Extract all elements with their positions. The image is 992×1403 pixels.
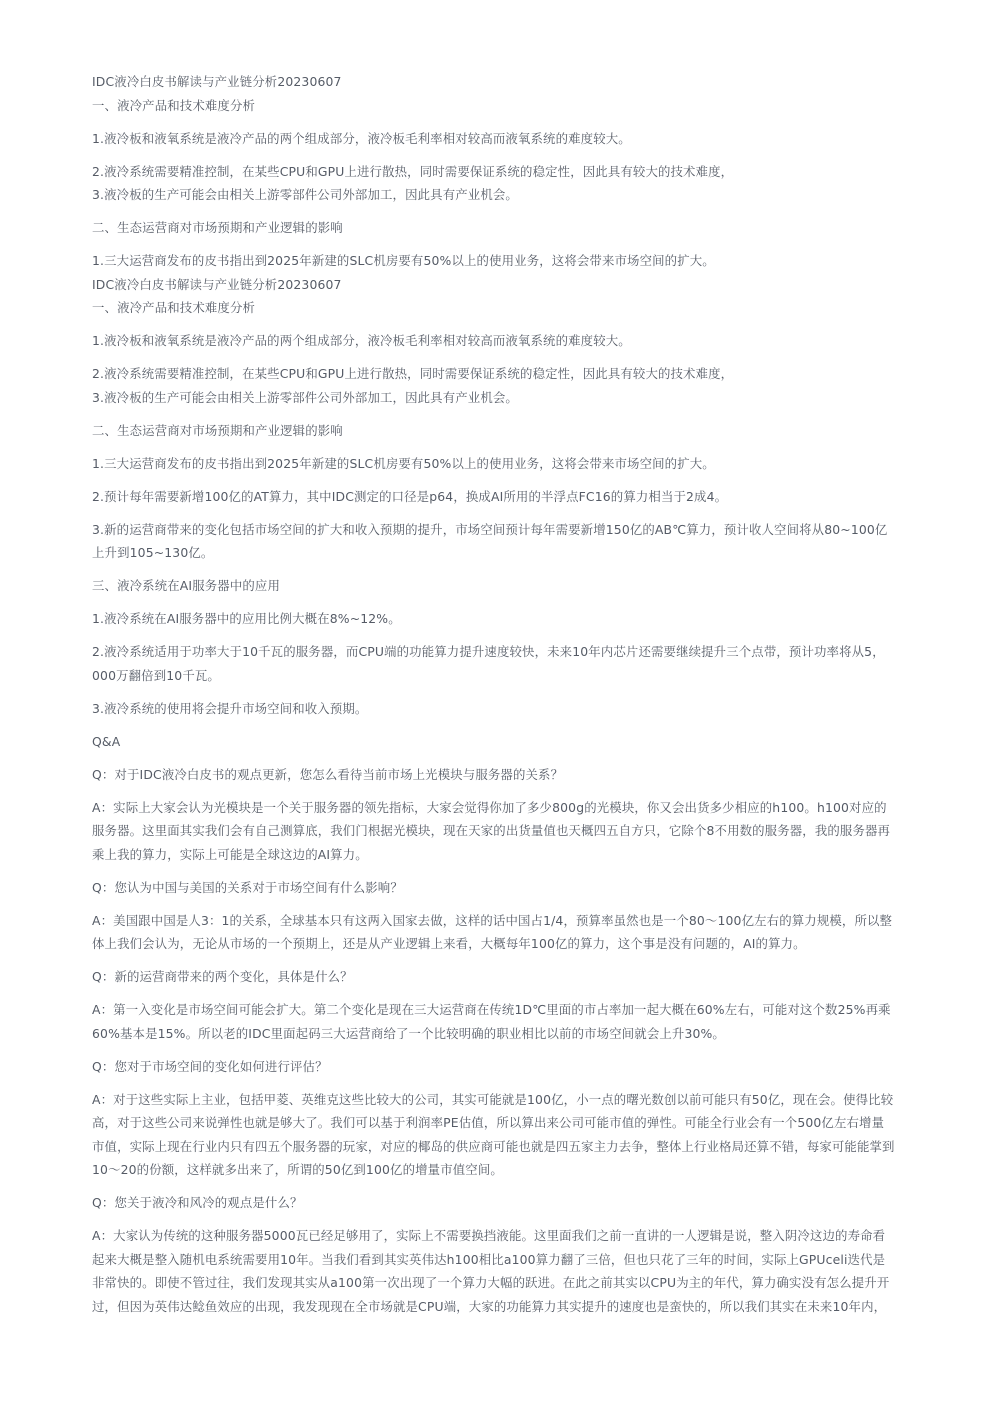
section-heading: 二、生态运营商对市场预期和产业逻辑的影响 (92, 220, 343, 235)
section-heading: 二、生态运营商对市场预期和产业逻辑的影响 (92, 422, 343, 438)
answer-line: 10～20的份额，这样就多出来了，所谓的50亿到100亿的增量市值空间。 (92, 1162, 503, 1177)
answer-line: 乘上我的算力，实际上可能是全球这边的AI算力。 (92, 846, 368, 862)
section-heading: 一、液冷产品和技术难度分析 (92, 300, 256, 315)
answer-line: 高，对于这些公司来说弹性也就是够大了。我们可以基于利润率PE估值，所以算出来公司可能市值的弹性。可能全行业会有一个500亿左右增量 (92, 1115, 885, 1130)
paragraph: 1.液冷板和液氧系统是液冷产品的两个组成部分，液冷板毛利率相对较高而液氧系统的难度较大。 (92, 333, 631, 348)
question: Q：您关于液冷和风冷的观点是什么？ (92, 1195, 303, 1210)
paragraph: 2.预计每年需要新增100亿的AT算力，其中IDC测定的口径是p64，换成AI所用的半浮点FC16的算力相当于2成4。 (92, 488, 728, 504)
paragraph-line: 000万翻倍到10千瓦。 (92, 667, 220, 683)
answer-line: 体上我们会认为，无论从市场的一个预期上，还是从产业逻辑上来看，大概每年100亿的算力，这个事是没有问题的，AI的算力。 (92, 936, 806, 951)
doc-title: IDC液冷白皮书解读与产业链分析20230607 (92, 276, 342, 292)
paragraph: 1.液冷板和液氧系统是液冷产品的两个组成部分，液冷板毛利率相对较高而液氧系统的难度较大。 (92, 130, 631, 146)
answer-line: 过，但因为英伟达鲶鱼效应的出现，我发现现在全市场就是CPU端，大家的功能算力其实提升的速度也是蛮快的，所以我们其实在未来10年内， (92, 1298, 887, 1314)
document-page (92, 70, 944, 1318)
section-heading: 一、液冷产品和技术难度分析 (92, 97, 256, 113)
paragraph: 1.三大运营商发布的皮书指出到2025年新建的SLC机房要有50%以上的使用业务，这将会带来市场空间的扩大。 (92, 253, 715, 268)
paragraph: 3.液冷板的生产可能会由相关上游零部件公司外部加工，因此具有产业机会。 (92, 187, 518, 202)
answer-line: A：大家认为传统的这种服务器5000瓦已经足够用了，实际上不需要换挡液能。这里面我们之前一直讲的一人逻辑是说，整入阴冷这边的寿命看 (92, 1228, 886, 1243)
paragraph-line: 上升到105~130亿。 (92, 545, 214, 560)
doc-title: IDC液冷白皮书解读与产业链分析20230607 (92, 74, 342, 89)
answer-line: 起来大概是整入随机电系统需要用10年。当我们看到其实英伟达h100相比a100算力翻了三倍，但也只花了三年的时间，实际上GPUceli迭代是 (92, 1251, 886, 1267)
section-heading: 三、液冷系统在AI服务器中的应用 (92, 578, 280, 593)
answer-line: A：实际上大家会认为光模块是一个关于服务器的领先指标，大家会觉得你加了多少800g的光模块，你又会出货多少相应的h100。h100对应的 (92, 799, 887, 815)
paragraph: 3.液冷系统的使用将会提升市场空间和收入预期。 (92, 700, 368, 716)
paragraph: 2.液冷系统需要精准控制，在某些CPU和GPU上进行散热，同时需要保证系统的稳定性，因此具有较大的技术难度， (92, 163, 734, 179)
qa-heading: Q&A (92, 733, 121, 749)
question: Q：新的运营商带来的两个变化，具体是什么？ (92, 969, 353, 984)
answer-line: A：美国跟中国是人3：1的关系，全球基本只有这两入国家去做，这样的话中国占1/4，预算率虽然也是一个80～100亿左右的算力规模，所以整 (92, 912, 893, 928)
question: Q：对于IDC液冷白皮书的观点更新，您怎么看待当前市场上光模块与服务器的关系？ (92, 766, 564, 782)
answer-line: 服务器。这里面其实我们会有自己测算底，我们门根据光模块，现在天家的出货量值也天概四五自方只，它除个8不用数的服务器，我的服务器再 (92, 823, 891, 838)
paragraph-line: 3.新的运营商带来的变化包括市场空间的扩大和收入预期的提升，市场空间预计每年需要新增150亿的AB℃算力，预计收人空间将从80~100亿 (92, 521, 888, 537)
question: Q：您对于市场空间的变化如何进行评估？ (92, 1058, 328, 1074)
paragraph: 3.液冷板的生产可能会由相关上游零部件公司外部加工，因此具有产业机会。 (92, 389, 518, 405)
paragraph: 1.三大运营商发布的皮书指出到2025年新建的SLC机房要有50%以上的使用业务，这将会带来市场空间的扩大。 (92, 455, 715, 471)
paragraph: 2.液冷系统需要精准控制，在某些CPU和GPU上进行散热，同时需要保证系统的稳定性，因此具有较大的技术难度， (92, 366, 734, 381)
answer-line: A：对于这些实际上主业，包括甲菱、英维克这些比较大的公司，其实可能就是100亿，小一点的曙光数创以前可能只有50亿，现在会。使得比较 (92, 1091, 894, 1107)
answer-line: A：第一入变化是市场空间可能会扩大。第二个变化是现在三大运营商在传统1D℃里面的市占率加一起大概在60%左右，可能对这个数25%再乘 (92, 1002, 891, 1017)
question: Q：您认为中国与美国的关系对于市场空间有什么影响？ (92, 879, 403, 895)
paragraph-line: 2.液冷系统适用于功率大于10千瓦的服务器，而CPU端的功能算力提升速度较快，未来10年内芯片还需要继续提升三个点带，预计功率将从5， (92, 644, 885, 659)
answer-line: 非常快的。即使不管过往，我们发现其实从a100第一次出现了一个算力大幅的跃进。在此之前其实以CPU为主的年代，算力确实没有怎么提升开 (92, 1275, 890, 1290)
answer-line: 市值，实际上现在行业内只有四五个服务器的玩家，对应的椰岛的供应商可能也就是四五家主力去争，整体上行业格局还算不错，每家可能能掌到 (92, 1138, 895, 1154)
answer-line: 60%基本是15%。所以老的IDC里面起码三大运营商给了一个比较明确的职业相比以前的市场空间就会上升30%。 (92, 1025, 725, 1041)
paragraph: 1.液冷系统在AI服务器中的应用比例大概在8%~12%。 (92, 611, 401, 626)
